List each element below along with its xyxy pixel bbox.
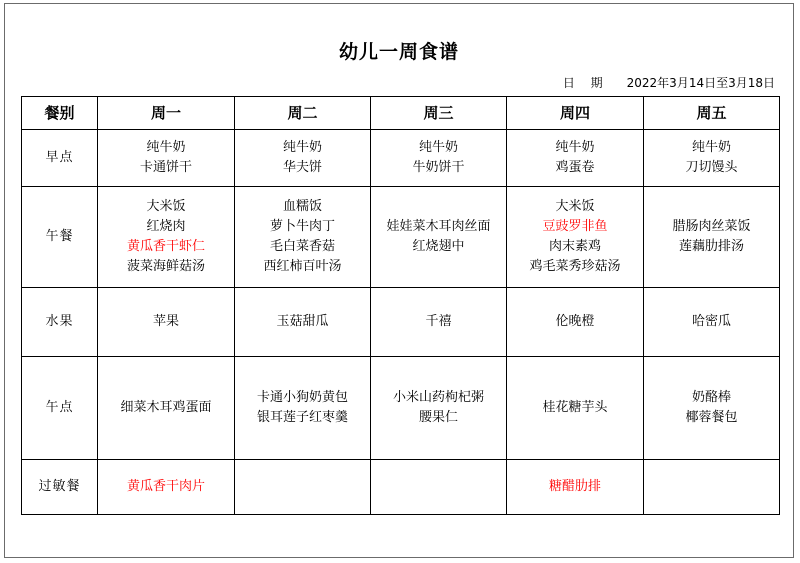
dish-item: 桂花糖芋头: [542, 400, 608, 415]
dish-item: 细菜木耳鸡蛋面: [120, 400, 212, 415]
dish-item: 纯牛奶: [146, 140, 186, 155]
menu-cell-lunch-thu: [507, 187, 644, 288]
dish-item: 黄瓜香干虾仁: [126, 239, 205, 254]
menu-cell-afternoon-snack-tue: [235, 357, 371, 460]
dish-item: 椰蓉餐包: [685, 410, 738, 425]
menu-cell-lunch-wed: [371, 187, 507, 288]
dish-item: 大米饭: [146, 199, 186, 214]
dish-item: 伦晚橙: [555, 314, 595, 329]
header-meal-type: 餐别: [22, 97, 98, 130]
dish-item: 菠菜海鲜菇汤: [126, 259, 205, 274]
dish-item: 苹果: [152, 314, 179, 329]
row-label: 早点: [22, 130, 98, 187]
table-header-row: [22, 97, 780, 130]
menu-cell-allergy-meal-thu: [507, 460, 644, 515]
header-day-wed: 周三: [371, 97, 507, 130]
header-day-tue: 周二: [235, 97, 371, 130]
date-value: 2022年3月14日至3月18日: [626, 76, 775, 90]
dish-item: 西红柿百叶汤: [263, 259, 342, 274]
menu-cell-fruit-mon: [98, 288, 235, 357]
dish-item: 鸡毛菜秀珍菇汤: [529, 259, 621, 274]
date-label: 日 期: [562, 76, 609, 90]
menu-cell-breakfast-snack-fri: [644, 130, 780, 187]
menu-cell-afternoon-snack-fri: [644, 357, 780, 460]
dish-item: 哈密瓜: [691, 314, 731, 329]
menu-cell-lunch-fri: [644, 187, 780, 288]
dish-item: 糖醋肋排: [548, 479, 601, 494]
table-row-allergy-meal: [22, 460, 780, 515]
row-label: 过敏餐: [22, 460, 98, 515]
table-row-afternoon-snack: [22, 357, 780, 460]
dish-item: 肉末素鸡: [548, 239, 601, 254]
menu-cell-fruit-fri: [644, 288, 780, 357]
menu-cell-allergy-meal-fri: [644, 460, 780, 515]
dish-item: 纯牛奶: [555, 140, 595, 155]
page-title: 幼儿一周食谱: [338, 41, 459, 63]
menu-sheet: [4, 3, 794, 558]
dish-item: 卡通饼干: [139, 160, 192, 175]
dish-item: 纯牛奶: [418, 140, 458, 155]
dish-item: 萝卜牛肉丁: [269, 219, 335, 234]
menu-cell-allergy-meal-wed: [371, 460, 507, 515]
menu-cell-lunch-tue: [235, 187, 371, 288]
dish-item: 大米饭: [555, 199, 595, 214]
menu-cell-breakfast-snack-wed: [371, 130, 507, 187]
dish-item: 刀切馒头: [685, 160, 738, 175]
header-day-mon: 周一: [98, 97, 235, 130]
table-row-breakfast-snack: [22, 130, 780, 187]
dish-item: 鸡蛋卷: [555, 160, 595, 175]
menu-cell-afternoon-snack-mon: [98, 357, 235, 460]
table-row-fruit: [22, 288, 780, 357]
dish-item: 千禧: [425, 314, 452, 329]
dish-item: 华夫饼: [282, 160, 322, 175]
dish-item: 卡通小狗奶黄包: [256, 390, 348, 405]
dish-item: 红烧翅中: [412, 239, 465, 254]
row-label: 午餐: [22, 187, 98, 288]
menu-cell-allergy-meal-mon: [98, 460, 235, 515]
menu-cell-breakfast-snack-tue: [235, 130, 371, 187]
dish-item: 娃娃菜木耳肉丝面: [386, 219, 491, 234]
menu-cell-breakfast-snack-thu: [507, 130, 644, 187]
dish-item: 银耳莲子红枣羹: [256, 410, 348, 425]
menu-cell-lunch-mon: [98, 187, 235, 288]
dish-item: 纯牛奶: [691, 140, 731, 155]
menu-cell-fruit-thu: [507, 288, 644, 357]
dish-item: 腰果仁: [418, 410, 458, 425]
menu-cell-afternoon-snack-wed: [371, 357, 507, 460]
dish-item: 红烧肉: [146, 219, 186, 234]
dish-item: 毛白菜香菇: [269, 239, 335, 254]
dish-item: 腊肠肉丝菜饭: [672, 219, 751, 234]
dish-item: 小米山药枸杞粥: [392, 390, 484, 405]
header-day-fri: 周五: [644, 97, 780, 130]
date-line: [563, 74, 775, 91]
menu-cell-breakfast-snack-mon: [98, 130, 235, 187]
row-label: 午点: [22, 357, 98, 460]
dish-item: 黄瓜香干肉片: [126, 479, 205, 494]
menu-cell-afternoon-snack-thu: [507, 357, 644, 460]
dish-item: 豆豉罗非鱼: [542, 219, 608, 234]
menu-cell-allergy-meal-tue: [235, 460, 371, 515]
row-label: 水果: [22, 288, 98, 357]
dish-item: 莲藕肋排汤: [678, 239, 744, 254]
dish-item: 奶酪棒: [691, 390, 731, 405]
dish-item: 玉菇甜瓜: [276, 314, 329, 329]
menu-cell-fruit-tue: [235, 288, 371, 357]
dish-item: 血糯饭: [282, 199, 322, 214]
dish-item: 牛奶饼干: [412, 160, 465, 175]
dish-item: 纯牛奶: [282, 140, 322, 155]
menu-cell-fruit-wed: [371, 288, 507, 357]
table-row-lunch: [22, 187, 780, 288]
header-day-thu: 周四: [507, 97, 644, 130]
weekly-menu-table: [21, 96, 780, 515]
